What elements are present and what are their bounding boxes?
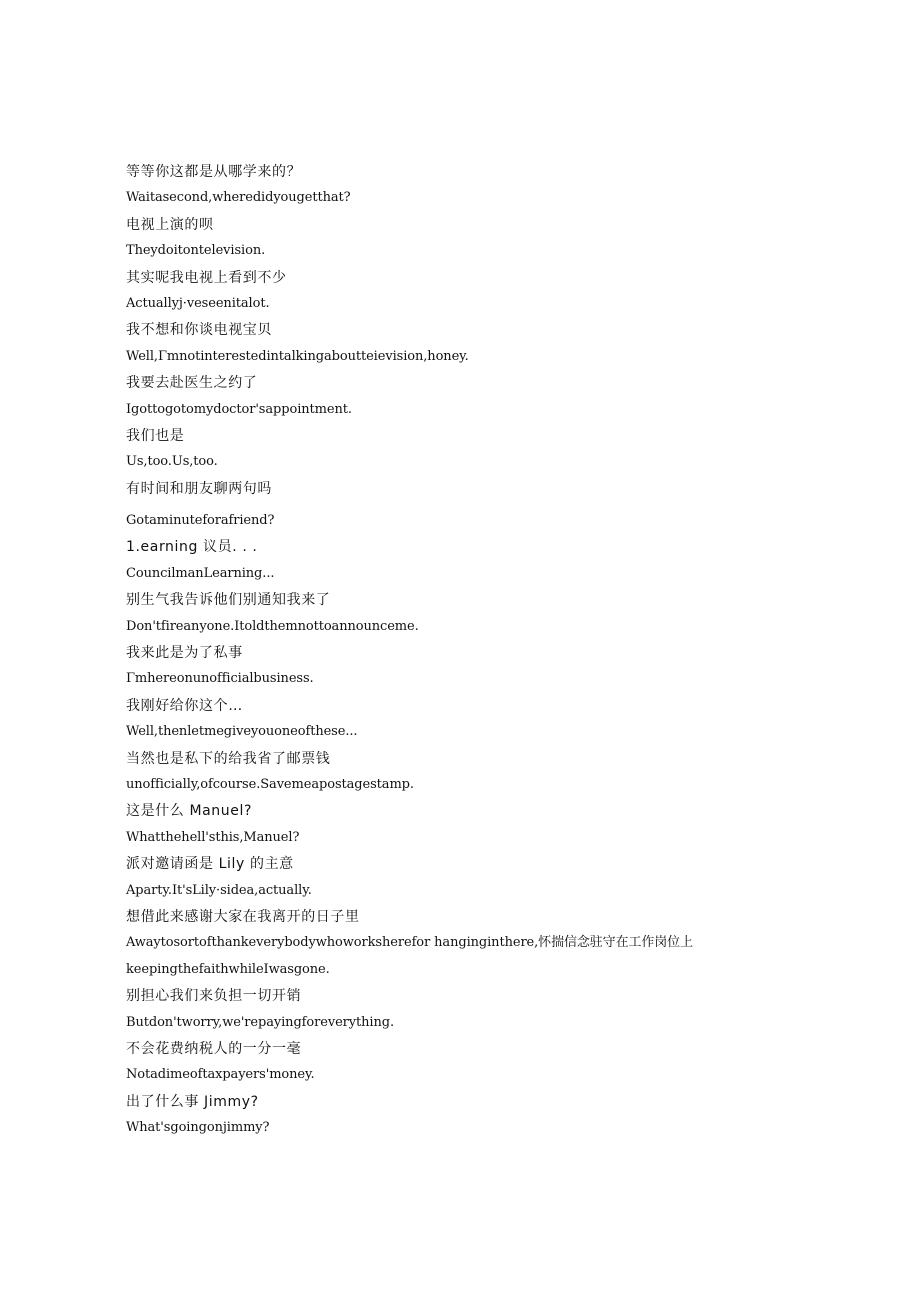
line-zh: 想借此来感谢大家在我离开的日子里	[126, 908, 360, 925]
line-en: Us,too.Us,too.	[126, 454, 218, 470]
line-en: Aparty.It'sLily·sidea,actually.	[126, 882, 312, 898]
line-en: What'sgoingonjimmy?	[126, 1120, 270, 1136]
line-zh: 派对邀请函是 Lily 的主意	[126, 856, 294, 873]
line-zh: 这是什么 Manuel?	[126, 803, 252, 820]
line-zh: 别生气我告诉他们别通知我来了	[126, 592, 331, 609]
line-en: Whatthehell'sthis,Manuel?	[126, 829, 300, 845]
line-en: Theydoitontelevision.	[126, 243, 266, 259]
line-en: Waitasecond,wheredidyougetthat?	[126, 190, 351, 206]
line-en: Butdon'tworry,we'repayingforeverything.	[126, 1014, 394, 1030]
line-en: Well,Γmnotinterestedintalkingaboutteievision,honey.	[126, 348, 469, 364]
line-en: Igottogotomydoctor'sappointment.	[126, 401, 352, 417]
line-en: Awaytosortofthankeverybodywhoworksherefor hanginginthere,怀揣信念驻守在工作岗位上	[126, 935, 693, 951]
line-en: Don'tfireanyone.Itoldthemnottoannounceme.	[126, 618, 419, 634]
line-en: unofficially,ofcourse.Savemeapostagestamp.	[126, 776, 414, 792]
line-en: Notadimeoftaxpayers'money.	[126, 1067, 315, 1083]
line-zh: 有时间和朋友聊两句吗	[126, 480, 272, 497]
line-zh: 我要去赴医生之约了	[126, 375, 258, 392]
line-en: keepingthefaithwhileIwasgone.	[126, 961, 330, 977]
line-en: Well,thenletmegiveyouoneofthese...	[126, 724, 358, 740]
line-zh: 别担心我们来负担一切开销	[126, 988, 302, 1005]
line-zh: 电视上演的呗	[126, 216, 214, 233]
line-zh: 我来此是为了私事	[126, 645, 243, 662]
line-zh: 我刚好给你这个…	[126, 697, 243, 714]
line-en: Γmhereonunofficialbusiness.	[126, 671, 314, 687]
line-zh: 当然也是私下的给我省了邮票钱	[126, 750, 331, 767]
transcript-lines	[126, 159, 806, 1141]
line-zh: 其实呢我电视上看到不少	[126, 269, 287, 286]
line-zh: 出了什么事 Jimmy?	[126, 1093, 259, 1110]
line-zh: 1.earning 议员. . .	[126, 539, 258, 556]
line-en: Actuallyj·veseenitalot.	[126, 295, 270, 311]
line-zh: 等等你这都是从哪学来的？	[126, 164, 302, 180]
line-en: Gotaminuteforafriend?	[126, 513, 275, 529]
line-zh: 我们也是	[126, 427, 185, 444]
line-zh: 不会花费纳税人的一分一毫	[126, 1040, 302, 1057]
line-en: CouncilmanLearning...	[126, 565, 275, 581]
line-zh: 我不想和你谈电视宝贝	[126, 322, 272, 339]
